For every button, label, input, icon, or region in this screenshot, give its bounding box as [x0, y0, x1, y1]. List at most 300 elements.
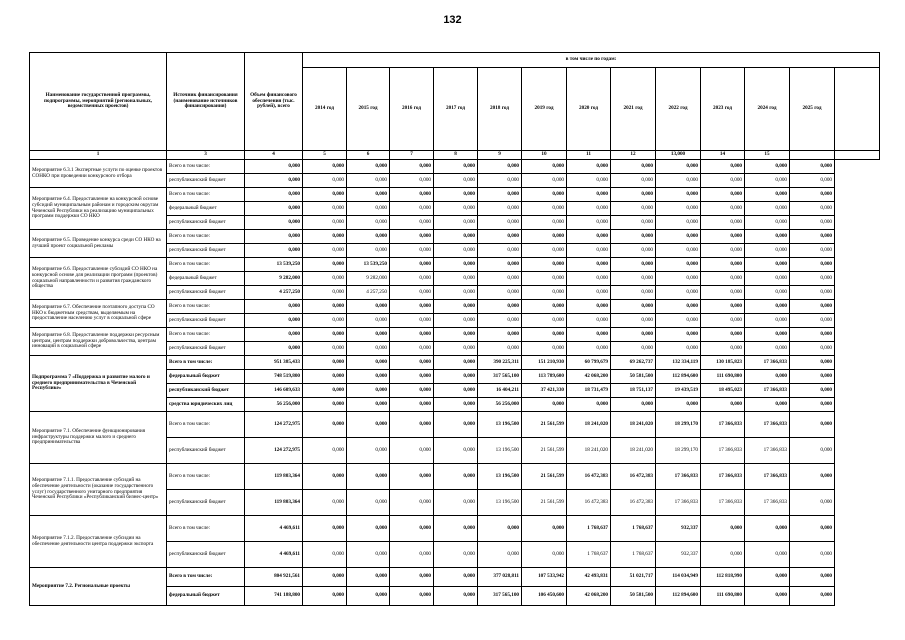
- funding-source: Всего в том числе:: [167, 328, 245, 342]
- year-value: 0,000: [567, 230, 611, 244]
- year-value: 0,000: [790, 516, 835, 542]
- year-value: 0,000: [347, 370, 390, 384]
- column-number: 12: [611, 151, 656, 160]
- year-value: 0,000: [347, 384, 390, 398]
- year-value: 0,000: [611, 258, 656, 272]
- year-value: 0,000: [522, 258, 567, 272]
- year-value: 0,000: [434, 216, 478, 230]
- year-value: 0,000: [390, 516, 434, 542]
- year-value: 0,000: [611, 272, 656, 286]
- year-header: 2024 год: [745, 68, 790, 151]
- year-value: 0,000: [303, 188, 347, 202]
- year-value: 0,000: [745, 174, 790, 188]
- year-value: 0,000: [701, 328, 745, 342]
- year-value: 0,000: [790, 328, 835, 342]
- year-value: 112 818,990: [701, 568, 745, 587]
- total-value: 4 469,611: [245, 516, 303, 542]
- year-value: 0,000: [347, 490, 390, 516]
- year-value: 377 028,811: [478, 568, 522, 587]
- year-value: 0,000: [390, 216, 434, 230]
- total-value: 9 282,000: [245, 272, 303, 286]
- year-value: 0,000: [522, 342, 567, 356]
- year-value: 0,000: [390, 438, 434, 464]
- year-value: 0,000: [478, 216, 522, 230]
- year-header: 2017 год: [434, 68, 478, 151]
- year-value: 0,000: [390, 244, 434, 258]
- year-value: 0,000: [611, 286, 656, 300]
- total-value: 0,000: [245, 342, 303, 356]
- year-value: 0,000: [434, 384, 478, 398]
- column-number: [835, 151, 880, 160]
- year-value: 0,000: [303, 314, 347, 328]
- year-value: 317 565,100: [478, 370, 522, 384]
- year-value: 0,000: [567, 160, 611, 174]
- year-value: 13 539,250: [347, 258, 390, 272]
- year-value: 0,000: [347, 587, 390, 606]
- total-value: 804 921,561: [245, 568, 303, 587]
- year-value: 111 690,800: [701, 587, 745, 606]
- year-value: 0,000: [790, 587, 835, 606]
- year-value: 0,000: [303, 356, 347, 370]
- column-number: 14: [701, 151, 745, 160]
- year-header: 2020 год: [567, 68, 611, 151]
- year-value: 0,000: [790, 356, 835, 370]
- year-value: 0,000: [303, 230, 347, 244]
- year-value: 0,000: [567, 398, 611, 412]
- year-value: 0,000: [303, 286, 347, 300]
- year-value: 0,000: [567, 174, 611, 188]
- year-value: 112 894,600: [656, 370, 701, 384]
- column-number: 7: [390, 151, 434, 160]
- year-value: 0,000: [434, 286, 478, 300]
- year-value: 932,337: [656, 516, 701, 542]
- table-row: [30, 568, 880, 587]
- funding-source: федеральный бюджет: [167, 587, 245, 606]
- year-value: 0,000: [701, 230, 745, 244]
- year-value: 130 185,823: [701, 356, 745, 370]
- column-number: 5: [303, 151, 347, 160]
- year-value: 69 262,737: [611, 356, 656, 370]
- year-value: 18 241,020: [567, 438, 611, 464]
- year-value: 932,337: [656, 542, 701, 568]
- year-value: 0,000: [567, 314, 611, 328]
- year-value: 0,000: [434, 542, 478, 568]
- year-value: 0,000: [434, 174, 478, 188]
- year-value: 0,000: [611, 300, 656, 314]
- activity-name: Мероприятие 6.4. Предоставление на конкурсной основе субсидий муниципальным районам и городским округам Чеченской Республики на реализацию муниципальных программ поддержки СО НКО: [30, 188, 167, 230]
- table-row: [30, 160, 880, 174]
- year-value: 0,000: [478, 314, 522, 328]
- year-value: 17 366,833: [701, 438, 745, 464]
- page-number: 132: [443, 14, 462, 26]
- year-header: 2025 год: [790, 68, 835, 151]
- column-number: 3: [167, 151, 245, 160]
- year-header: 2021 год: [611, 68, 656, 151]
- year-value: 17 366,833: [745, 384, 790, 398]
- year-value: 0,000: [522, 174, 567, 188]
- year-value: 0,000: [745, 542, 790, 568]
- by-years-header: в том числе по годам:: [303, 53, 880, 68]
- column-number: 11: [567, 151, 611, 160]
- year-value: 17 366,833: [745, 438, 790, 464]
- year-value: 0,000: [478, 300, 522, 314]
- year-value: 0,000: [790, 438, 835, 464]
- year-value: 13 196,500: [478, 490, 522, 516]
- year-value: 0,000: [567, 342, 611, 356]
- table-row: [30, 230, 880, 244]
- year-value: 0,000: [656, 398, 701, 412]
- activity-name: Подпрограмма 7 «Поддержка и развитие малого и среднего предпринимательства в Чеченской Республике»: [30, 356, 167, 412]
- year-value: 0,000: [745, 286, 790, 300]
- year-value: 0,000: [303, 258, 347, 272]
- year-value: 42 068,200: [567, 370, 611, 384]
- column-number: 13,000: [656, 151, 701, 160]
- year-value: 1 768,637: [611, 516, 656, 542]
- year-value: 0,000: [434, 188, 478, 202]
- year-value: 0,000: [434, 272, 478, 286]
- year-value: 0,000: [347, 464, 390, 490]
- year-value: 18 241,020: [611, 438, 656, 464]
- year-value: 0,000: [347, 202, 390, 216]
- year-value: 0,000: [790, 188, 835, 202]
- year-value: 13 196,500: [478, 412, 522, 438]
- year-value: 0,000: [434, 412, 478, 438]
- column-numbers-row: [30, 151, 880, 160]
- year-value: 0,000: [347, 188, 390, 202]
- year-value: 0,000: [790, 202, 835, 216]
- year-value: 0,000: [390, 174, 434, 188]
- year-value: 0,000: [390, 542, 434, 568]
- year-value: 0,000: [303, 587, 347, 606]
- year-value: 0,000: [745, 202, 790, 216]
- year-value: 1 768,637: [567, 542, 611, 568]
- year-value: 0,000: [701, 160, 745, 174]
- year-value: 0,000: [347, 216, 390, 230]
- year-value: 0,000: [303, 412, 347, 438]
- year-value: 0,000: [745, 160, 790, 174]
- year-value: 0,000: [790, 174, 835, 188]
- year-value: 0,000: [347, 314, 390, 328]
- year-value: 0,000: [745, 328, 790, 342]
- year-value: 0,000: [390, 286, 434, 300]
- year-header: 2016 год: [390, 68, 434, 151]
- year-value: 0,000: [434, 398, 478, 412]
- total-value: 56 256,000: [245, 398, 303, 412]
- year-value: 17 366,833: [745, 356, 790, 370]
- year-value: 21 561,599: [522, 412, 567, 438]
- year-value: 0,000: [656, 286, 701, 300]
- year-value: 0,000: [390, 188, 434, 202]
- year-value: 0,000: [434, 314, 478, 328]
- total-value: 951 385,433: [245, 356, 303, 370]
- total-value: 0,000: [245, 216, 303, 230]
- column-number: 9: [478, 151, 522, 160]
- activity-name: Мероприятие 6.5. Проведение конкурса среди СО НКО на лучший проект социальной рекламы: [30, 230, 167, 258]
- year-value: 0,000: [478, 202, 522, 216]
- year-value: 0,000: [701, 202, 745, 216]
- year-header: 2022 год: [656, 68, 701, 151]
- year-value: 0,000: [701, 188, 745, 202]
- year-value: 0,000: [478, 160, 522, 174]
- year-header: 2023 год: [701, 68, 745, 151]
- year-value: 0,000: [656, 174, 701, 188]
- year-value: 13 196,500: [478, 438, 522, 464]
- year-value: 0,000: [303, 300, 347, 314]
- year-value: 0,000: [790, 398, 835, 412]
- year-value: 0,000: [656, 244, 701, 258]
- column-number: 15: [745, 151, 790, 160]
- year-value: 0,000: [478, 542, 522, 568]
- year-value: 0,000: [434, 244, 478, 258]
- year-value: 0,000: [390, 160, 434, 174]
- year-value: 0,000: [522, 314, 567, 328]
- year-value: 42 493,831: [567, 568, 611, 587]
- year-value: 0,000: [701, 398, 745, 412]
- total-value: 4 257,250: [245, 286, 303, 300]
- year-value: 0,000: [434, 160, 478, 174]
- activity-name: Мероприятие 6.8. Предоставление поддержки ресурсным центрам, центрам поддержки добровольчества, центрам инноваций в социальной сфере: [30, 328, 167, 356]
- year-value: 17 366,833: [656, 464, 701, 490]
- funding-source: республиканский бюджет: [167, 216, 245, 230]
- header-row: [30, 53, 880, 68]
- column-number: 4: [245, 151, 303, 160]
- funding-source: Всего в том числе:: [167, 412, 245, 438]
- funding-source: республиканский бюджет: [167, 384, 245, 398]
- year-value: 0,000: [347, 516, 390, 542]
- year-value: 0,000: [478, 230, 522, 244]
- year-value: 18 241,020: [567, 412, 611, 438]
- year-value: 0,000: [567, 202, 611, 216]
- year-value: 0,000: [390, 342, 434, 356]
- year-value: 0,000: [478, 286, 522, 300]
- year-value: 0,000: [701, 272, 745, 286]
- year-value: 16 472,383: [611, 464, 656, 490]
- funding-source: Всего в том числе:: [167, 160, 245, 174]
- year-value: 0,000: [656, 230, 701, 244]
- total-value: 0,000: [245, 244, 303, 258]
- year-value: 0,000: [611, 188, 656, 202]
- column-number: [790, 151, 835, 160]
- year-value: 0,000: [611, 202, 656, 216]
- total-value: 0,000: [245, 174, 303, 188]
- total-value: 748 519,800: [245, 370, 303, 384]
- year-value: 0,000: [303, 328, 347, 342]
- name-column-header: Наименование государственной программы, подпрограммы, мероприятий (региональных, ведомственных проектов): [30, 53, 167, 151]
- year-value: 0,000: [567, 328, 611, 342]
- funding-source: федеральный бюджет: [167, 272, 245, 286]
- year-value: 0,000: [656, 202, 701, 216]
- year-value: 17 366,833: [701, 412, 745, 438]
- year-value: 0,000: [303, 272, 347, 286]
- year-value: 0,000: [303, 370, 347, 384]
- total-value: 0,000: [245, 202, 303, 216]
- year-value: 0,000: [522, 300, 567, 314]
- year-value: 0,000: [434, 202, 478, 216]
- funding-source: республиканский бюджет: [167, 286, 245, 300]
- year-value: 0,000: [347, 174, 390, 188]
- year-value: 1 768,637: [567, 516, 611, 542]
- year-value: 0,000: [656, 314, 701, 328]
- year-value: 0,000: [745, 244, 790, 258]
- year-value: 0,000: [701, 286, 745, 300]
- activity-name: Мероприятие 6.6. Предоставление субсидий СО НКО на конкурсной основе для реализации программ (проектов) социальной направленности и развития гражданского общества: [30, 258, 167, 300]
- year-header: 2015 год: [347, 68, 390, 151]
- total-value: 0,000: [245, 300, 303, 314]
- funding-source: республиканский бюджет: [167, 542, 245, 568]
- year-value: 0,000: [745, 568, 790, 587]
- year-value: 0,000: [522, 272, 567, 286]
- year-value: 17 366,833: [745, 490, 790, 516]
- funding-source: федеральный бюджет: [167, 370, 245, 384]
- year-value: 0,000: [434, 490, 478, 516]
- year-value: 0,000: [390, 398, 434, 412]
- year-value: 0,000: [303, 568, 347, 587]
- year-value: 0,000: [390, 356, 434, 370]
- year-value: 0,000: [478, 342, 522, 356]
- budget-table: [29, 52, 880, 606]
- funding-source: республиканский бюджет: [167, 438, 245, 464]
- year-value: 0,000: [390, 314, 434, 328]
- year-value: 18 299,170: [656, 438, 701, 464]
- year-value: 0,000: [701, 174, 745, 188]
- year-value: 0,000: [701, 300, 745, 314]
- year-value: 37 421,330: [522, 384, 567, 398]
- year-value: 16 404,211: [478, 384, 522, 398]
- year-value: 0,000: [390, 464, 434, 490]
- table-row: [30, 464, 880, 490]
- funding-source: Всего в том числе:: [167, 300, 245, 314]
- year-value: 21 561,599: [522, 490, 567, 516]
- year-value: 0,000: [522, 286, 567, 300]
- source-column-header: Источник финансирования (наименование источников финансирования): [167, 53, 245, 151]
- total-value: 119 803,364: [245, 464, 303, 490]
- year-value: 0,000: [745, 314, 790, 328]
- year-value: 0,000: [522, 202, 567, 216]
- year-value: 0,000: [390, 370, 434, 384]
- year-value: 0,000: [390, 258, 434, 272]
- year-value: 50 581,500: [611, 370, 656, 384]
- year-value: 0,000: [701, 342, 745, 356]
- year-value: 0,000: [434, 342, 478, 356]
- activity-name: Мероприятие 7.1.1. Предоставление субсидий на обеспечение деятельности (оказание государственного услуг) государственного унитарного предприятия Чеченской Республики «Республиканский бизнес-центр»: [30, 464, 167, 516]
- total-value: 124 272,975: [245, 412, 303, 438]
- year-value: 0,000: [701, 216, 745, 230]
- year-value: 0,000: [522, 188, 567, 202]
- funding-source: Всего в том числе:: [167, 464, 245, 490]
- year-value: 21 561,599: [522, 464, 567, 490]
- year-value: 0,000: [745, 516, 790, 542]
- year-value: 1 768,637: [611, 542, 656, 568]
- total-value: 4 469,611: [245, 542, 303, 568]
- year-value: 0,000: [390, 230, 434, 244]
- year-value: 0,000: [390, 300, 434, 314]
- year-value: 111 690,800: [701, 370, 745, 384]
- funding-source: республиканский бюджет: [167, 174, 245, 188]
- activity-name: Мероприятие 6.3.1 Экспертные услуги по оценке проектов СОНКО при проведении конкурсного отбора: [30, 160, 167, 188]
- funding-source: Всего в том числе:: [167, 356, 245, 370]
- year-value: 0,000: [790, 216, 835, 230]
- year-value: 0,000: [434, 370, 478, 384]
- year-value: 0,000: [567, 216, 611, 230]
- total-value: 741 188,800: [245, 587, 303, 606]
- year-value: 0,000: [434, 230, 478, 244]
- year-value: 0,000: [745, 300, 790, 314]
- year-value: 0,000: [347, 412, 390, 438]
- year-value: 132 334,119: [656, 356, 701, 370]
- year-value: 0,000: [478, 188, 522, 202]
- year-value: 106 450,600: [522, 587, 567, 606]
- year-value: 18 299,170: [656, 412, 701, 438]
- total-column-header: Объем финансового обеспечения (тыс. рублей), всего: [245, 53, 303, 151]
- year-value: 50 581,500: [611, 587, 656, 606]
- year-value: 0,000: [790, 244, 835, 258]
- year-value: 0,000: [522, 244, 567, 258]
- year-value: 0,000: [701, 244, 745, 258]
- year-value: 16 472,383: [567, 464, 611, 490]
- funding-source: республиканский бюджет: [167, 342, 245, 356]
- year-value: 0,000: [611, 230, 656, 244]
- year-value: 0,000: [303, 490, 347, 516]
- year-value: 0,000: [390, 490, 434, 516]
- year-value: 0,000: [303, 398, 347, 412]
- year-value: 0,000: [347, 328, 390, 342]
- year-value: 0,000: [478, 258, 522, 272]
- year-value: 0,000: [567, 188, 611, 202]
- year-value: 0,000: [656, 342, 701, 356]
- year-value: 0,000: [522, 398, 567, 412]
- year-value: 317 565,100: [478, 587, 522, 606]
- empty-header: [835, 68, 880, 151]
- year-header: 2019 год: [522, 68, 567, 151]
- year-value: 0,000: [745, 272, 790, 286]
- year-value: 0,000: [434, 328, 478, 342]
- year-value: 0,000: [478, 272, 522, 286]
- year-value: 56 256,000: [478, 398, 522, 412]
- year-header: 2014 год: [303, 68, 347, 151]
- year-value: 0,000: [611, 342, 656, 356]
- year-value: 0,000: [347, 398, 390, 412]
- year-value: 18 495,023: [701, 384, 745, 398]
- year-value: 0,000: [745, 370, 790, 384]
- year-value: 0,000: [790, 542, 835, 568]
- year-value: 0,000: [790, 300, 835, 314]
- table-row: [30, 300, 880, 314]
- year-value: 0,000: [303, 244, 347, 258]
- year-value: 0,000: [611, 244, 656, 258]
- year-value: 0,000: [390, 412, 434, 438]
- year-value: 107 533,942: [522, 568, 567, 587]
- year-value: 42 068,200: [567, 587, 611, 606]
- year-value: 0,000: [478, 328, 522, 342]
- funding-source: Всего в том числе:: [167, 230, 245, 244]
- year-value: 0,000: [390, 202, 434, 216]
- column-number: 8: [434, 151, 478, 160]
- table-row: [30, 328, 880, 342]
- year-value: 0,000: [611, 216, 656, 230]
- year-value: 0,000: [790, 490, 835, 516]
- year-value: 0,000: [390, 272, 434, 286]
- year-value: 0,000: [347, 244, 390, 258]
- year-value: 0,000: [303, 216, 347, 230]
- year-value: 0,000: [790, 412, 835, 438]
- year-value: 0,000: [390, 384, 434, 398]
- total-value: 146 609,633: [245, 384, 303, 398]
- year-value: 0,000: [522, 216, 567, 230]
- year-value: 0,000: [434, 356, 478, 370]
- year-value: 0,000: [522, 328, 567, 342]
- column-number: 10: [522, 151, 567, 160]
- year-value: 0,000: [347, 342, 390, 356]
